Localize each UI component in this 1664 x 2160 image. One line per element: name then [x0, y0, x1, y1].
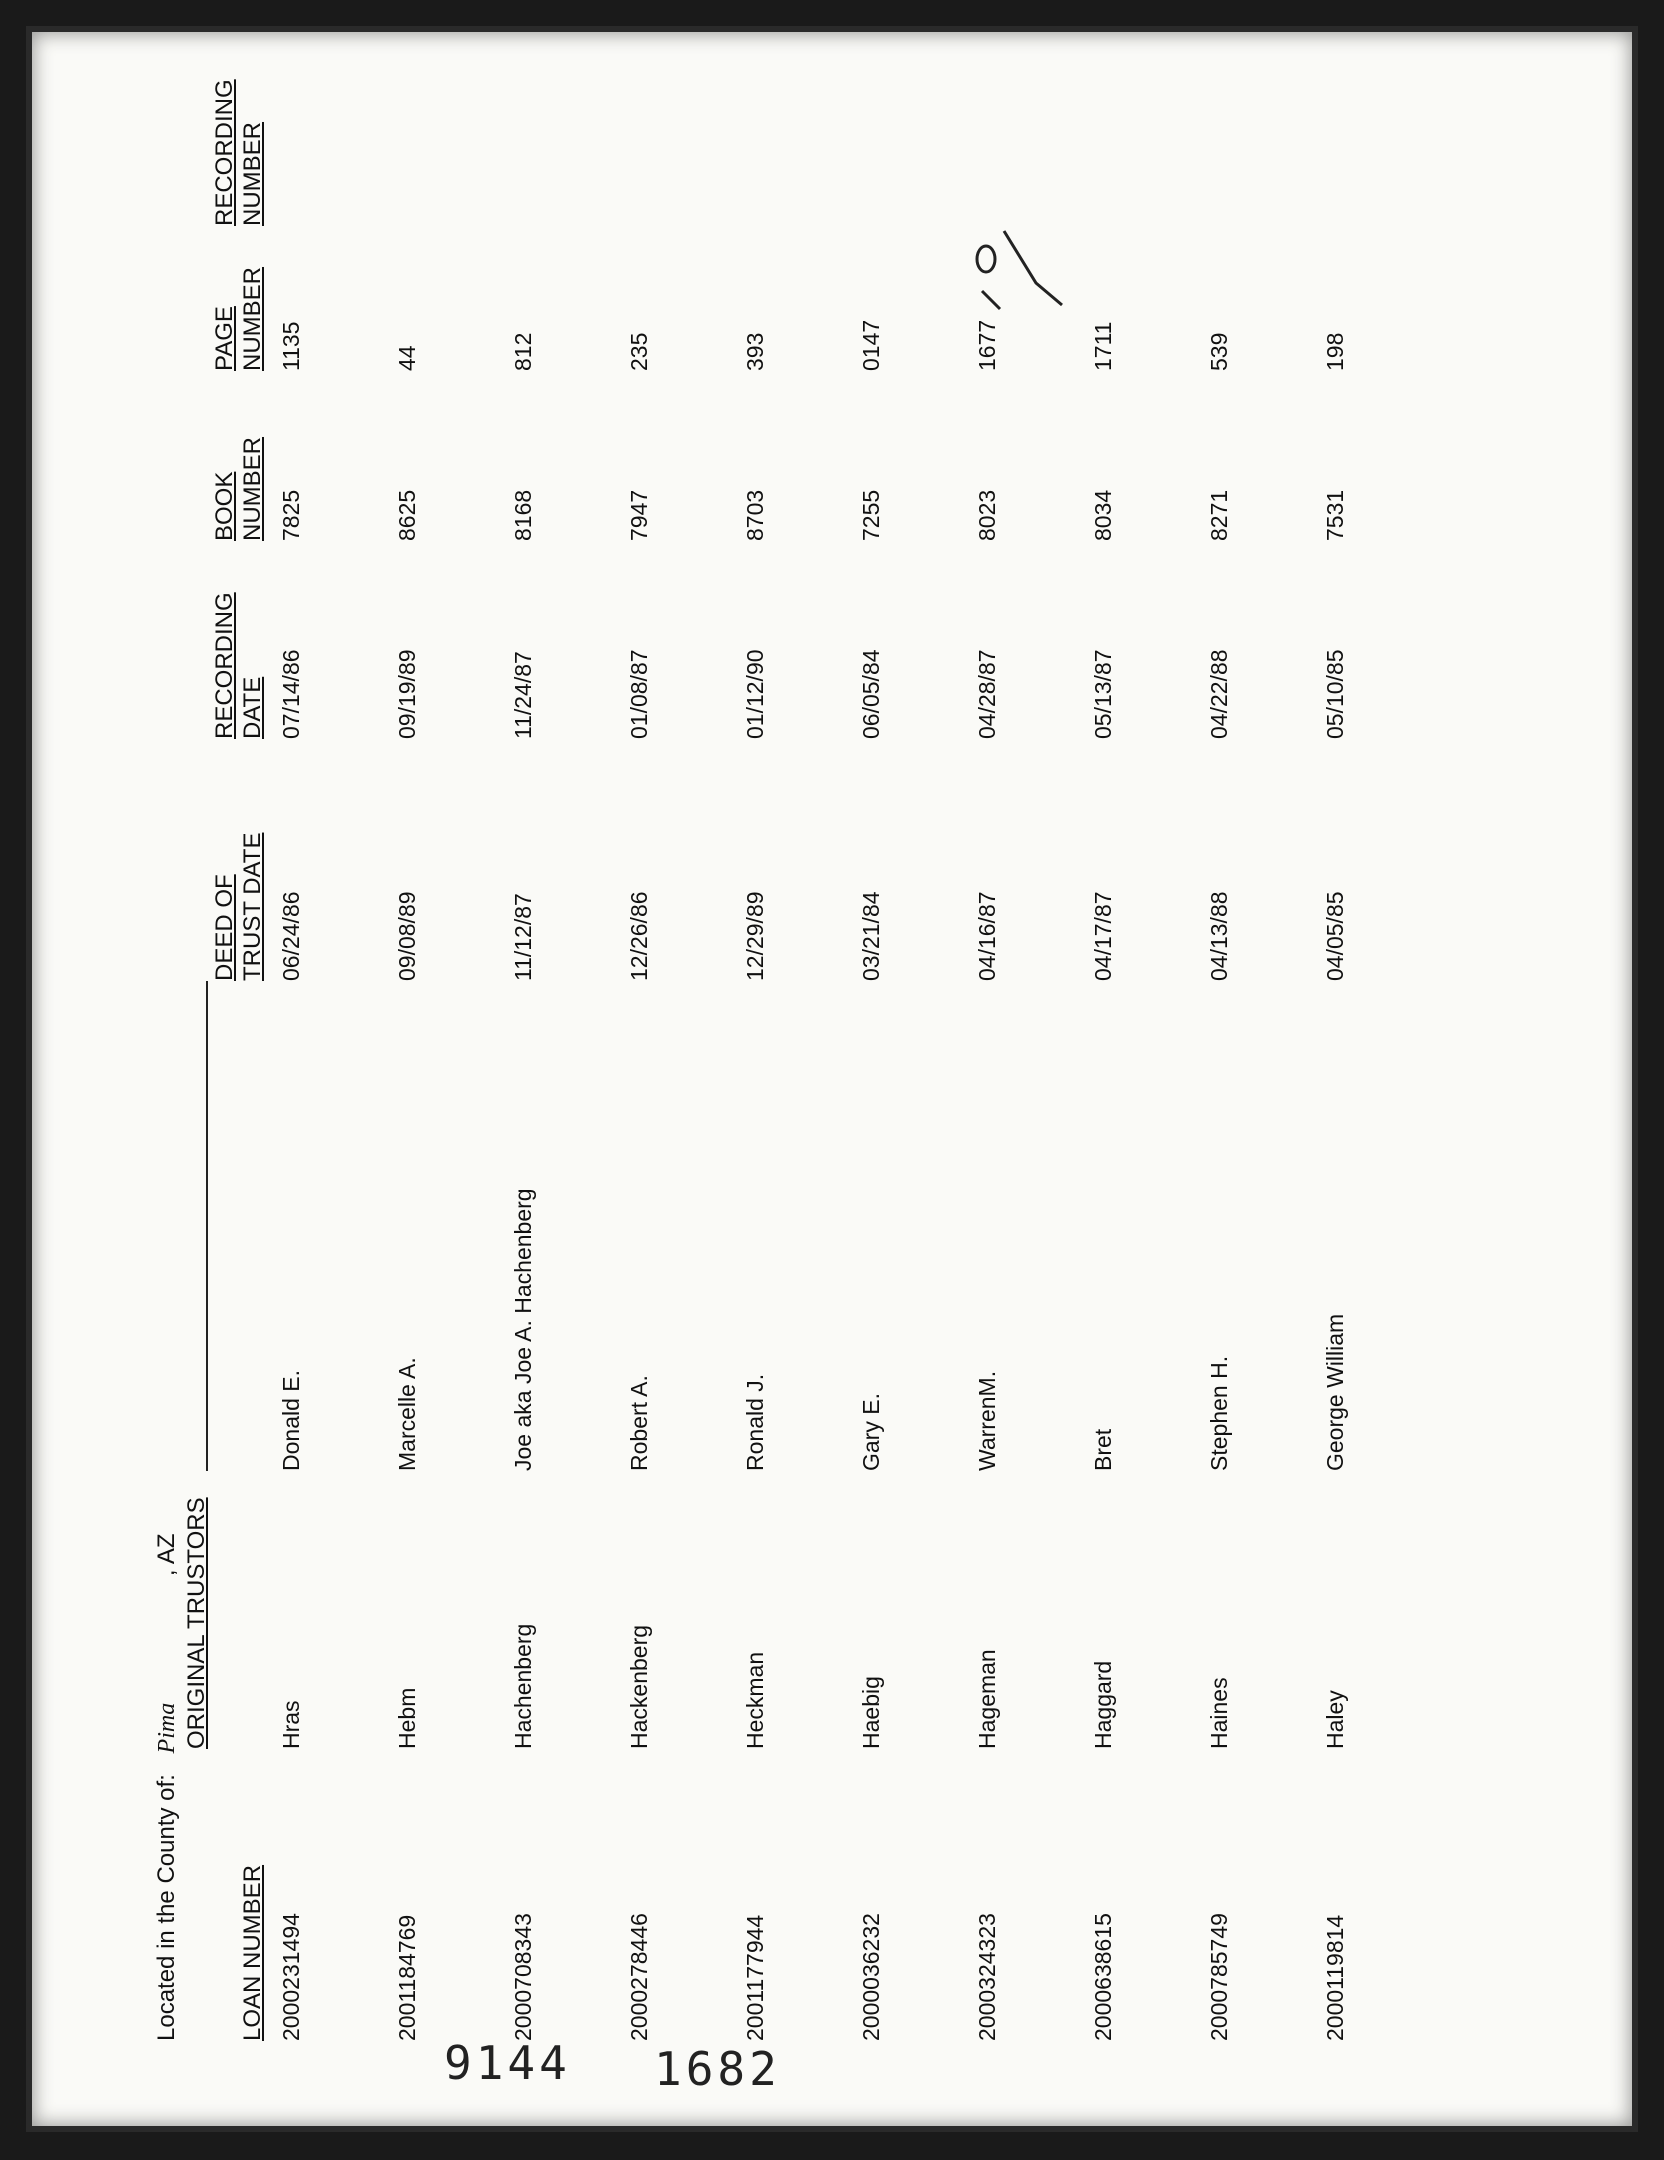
trustor-last-name: Hachenberg	[510, 1623, 536, 1749]
handwritten-mark-icon	[966, 221, 1086, 331]
loan-number: 2000278446	[626, 1913, 652, 2041]
book-number: 7825	[278, 489, 304, 541]
book-number: 7531	[1322, 489, 1348, 541]
handwritten-number-left: 9144	[444, 2036, 571, 2090]
book-number: 7947	[626, 489, 652, 541]
trustor-last-name: Hebm	[394, 1687, 420, 1749]
recording-date: 05/13/87	[1090, 649, 1116, 739]
page-number: 1135	[278, 321, 304, 371]
loan-number: 2000119814	[1322, 1914, 1348, 2041]
header-deed-of-trust-date: DEED OF TRUST DATE	[211, 832, 266, 981]
book-number: 8023	[974, 489, 1000, 541]
book-number: 7255	[858, 489, 884, 541]
page-number: 1677	[974, 319, 1000, 371]
trustor-first-name: Gary E.	[858, 1393, 884, 1471]
trustor-first-name: Donald E.	[278, 1369, 304, 1471]
recording-date: 05/10/85	[1322, 649, 1348, 739]
trustor-last-name: Hackenberg	[626, 1624, 652, 1749]
recording-date: 04/22/88	[1206, 649, 1232, 739]
trustor-last-name: Haley	[1322, 1690, 1348, 1749]
county-label: Located in the County of:	[153, 1774, 180, 2041]
page-number: 44	[394, 345, 420, 371]
trustor-first-name: Bret	[1090, 1428, 1116, 1471]
deed-of-trust-date: 04/16/87	[974, 891, 1000, 981]
book-number: 8625	[394, 489, 420, 541]
table-row	[1083, 81, 1123, 2071]
loan-number: 2000785749	[1206, 1913, 1232, 2041]
deed-of-trust-date: 12/29/89	[742, 891, 768, 981]
table-row	[619, 81, 659, 2071]
county-name: Pima	[154, 1702, 180, 1754]
header-rule	[206, 981, 208, 1471]
loan-number: 2001184769	[394, 1914, 420, 2041]
deed-of-trust-date: 04/17/87	[1090, 891, 1116, 981]
state-label: , AZ	[153, 1533, 180, 1577]
deed-of-trust-date: 04/05/85	[1322, 891, 1348, 981]
header-page-number: PAGE NUMBER	[211, 266, 266, 371]
trustor-last-name: Heckman	[742, 1651, 768, 1749]
deed-of-trust-date: 04/13/88	[1206, 891, 1232, 981]
scanned-page	[26, 26, 1638, 2132]
page-number: 0147	[858, 319, 884, 371]
trustor-first-name: Marcelle A.	[394, 1357, 420, 1471]
trustor-last-name: Hras	[278, 1700, 304, 1749]
trustor-last-name: Haines	[1206, 1677, 1232, 1749]
trustor-last-name: Hageman	[974, 1649, 1000, 1749]
county-line	[153, 1533, 181, 2041]
recording-date: 07/14/86	[278, 649, 304, 739]
book-number: 8168	[510, 489, 536, 541]
table-row	[967, 81, 1007, 2071]
recording-date: 01/12/90	[742, 649, 768, 739]
page-number: 539	[1206, 332, 1232, 371]
table-row	[1315, 81, 1355, 2071]
book-number: 8034	[1090, 489, 1116, 541]
loan-number: 2000231494	[278, 1913, 304, 2041]
recording-date: 06/05/84	[858, 649, 884, 739]
page-number: 1711	[1090, 321, 1116, 371]
recording-date: 01/08/87	[626, 649, 652, 739]
deed-of-trust-date: 09/08/89	[394, 891, 420, 981]
trustor-last-name: Haggard	[1090, 1660, 1116, 1749]
trustor-last-name: Haebig	[858, 1676, 884, 1749]
recording-date: 11/24/87	[510, 651, 536, 739]
trustor-first-name: Stephen H.	[1206, 1355, 1232, 1471]
header-recording-date: RECORDING DATE	[211, 592, 266, 739]
page-number: 198	[1322, 332, 1348, 371]
trustor-first-name: WarrenM.	[974, 1370, 1000, 1471]
deed-of-trust-date: 03/21/84	[858, 891, 884, 981]
trustor-first-name: Ronald J.	[742, 1373, 768, 1471]
table-row	[851, 81, 891, 2071]
trustor-first-name: George William	[1322, 1313, 1348, 1471]
book-number: 8703	[742, 489, 768, 541]
loan-number: 2000638615	[1090, 1913, 1116, 2041]
header-loan-number: LOAN NUMBER	[239, 1864, 266, 2041]
header-original-trustors: ORIGINAL TRUSTORS	[183, 1497, 210, 1749]
table-row	[1199, 81, 1239, 2071]
table-row	[503, 81, 543, 2071]
recording-date: 09/19/89	[394, 649, 420, 739]
trustor-first-name: Joe aka Joe A. Hachenberg	[510, 1188, 536, 1471]
loan-number: 2001177944	[742, 1914, 768, 2041]
deed-of-trust-date: 11/12/87	[510, 893, 536, 981]
page-number: 812	[510, 332, 536, 371]
loan-number: 2000036232	[858, 1913, 884, 2041]
recording-date: 04/28/87	[974, 649, 1000, 739]
page-number: 393	[742, 332, 768, 371]
loan-number: 2000708343	[510, 1913, 536, 2041]
handwritten-number-right: 1682	[654, 2042, 781, 2096]
page-number: 235	[626, 332, 652, 371]
table-row	[271, 81, 311, 2071]
deed-of-trust-date: 12/26/86	[626, 891, 652, 981]
loan-number: 2000324323	[974, 1913, 1000, 2041]
trustor-first-name: Robert A.	[626, 1375, 652, 1471]
header-recording-number: RECORDING NUMBER	[211, 79, 266, 226]
table-row	[387, 81, 427, 2071]
table-row	[735, 81, 775, 2071]
header-book-number: BOOK NUMBER	[211, 436, 266, 541]
deed-of-trust-date: 06/24/86	[278, 891, 304, 981]
rotated-document	[121, 81, 1441, 2071]
book-number: 8271	[1206, 489, 1232, 541]
